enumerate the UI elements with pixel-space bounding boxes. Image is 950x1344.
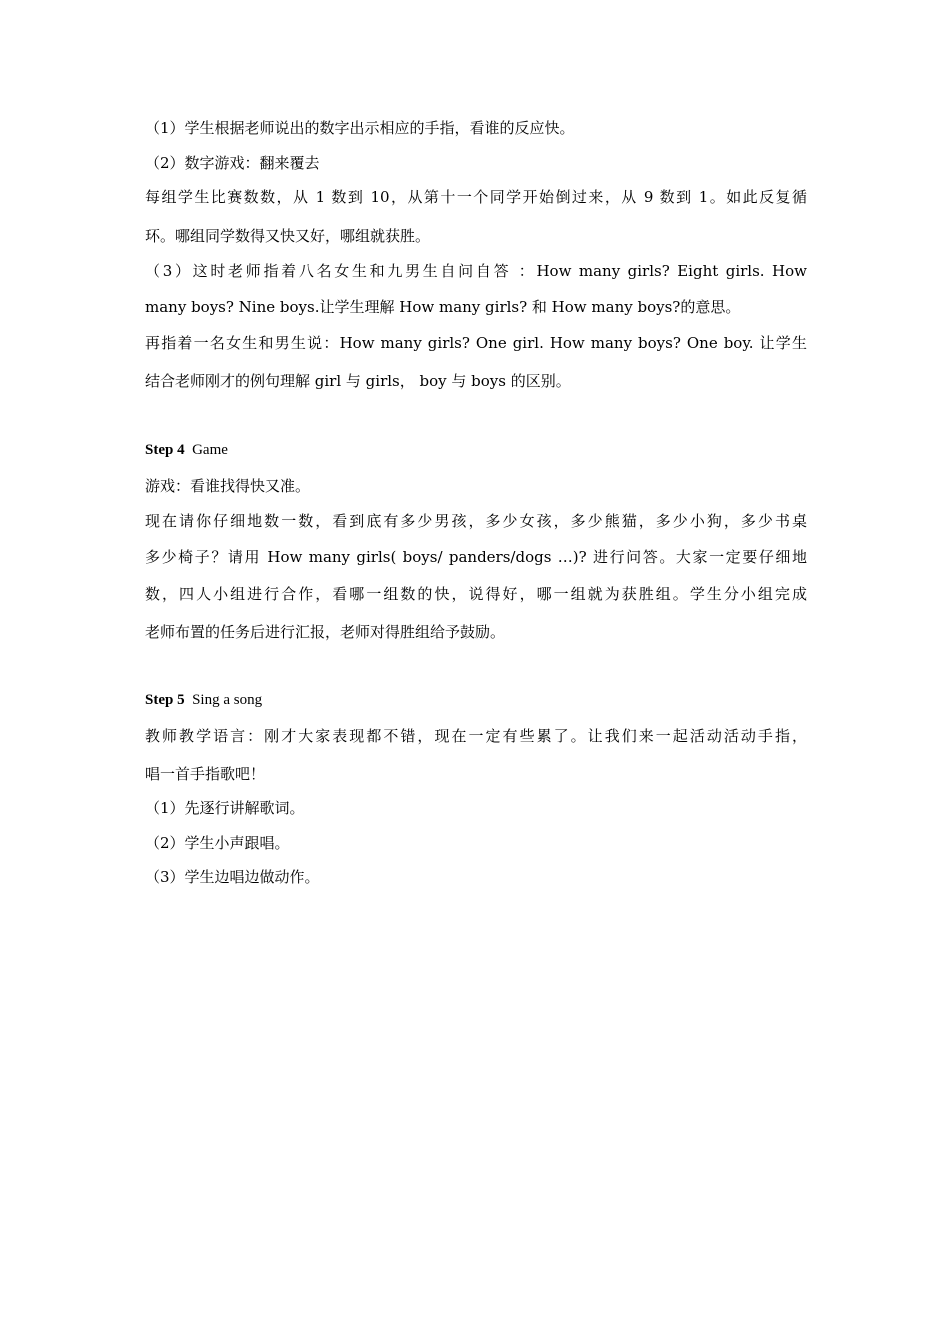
- step4-line5: 老师布置的任务后进行汇报，老师对得胜组给予鼓励。: [145, 623, 506, 641]
- step4-line2: 现在请你仔细地数一数，看到底有多少男孩，多少女孩，多少熊猫，多少小狗，多少书桌: [145, 512, 807, 530]
- step4-label: Step 4: [145, 442, 185, 458]
- step5-title: Sing a song: [192, 692, 263, 708]
- step5-item1: （1）先逐行讲解歌词。: [145, 799, 305, 817]
- section3-item1: （1）学生根据老师说出的数字出示相应的手指，看谁的反应快。: [145, 119, 575, 137]
- step4-line3: 多少椅子？请用 How many girls( boys/ panders/dogs …)? 进行问答。大家一定要仔细地: [145, 548, 807, 566]
- section3-paragraph2-line1: 再指着一名女生和男生说：How many girls? One girl. How many boys? One boy. 让学生: [145, 334, 807, 352]
- section3-paragraph2-line2: 结合老师刚才的例句理解 girl 与 girls， boy 与 boys 的区别。: [145, 372, 571, 390]
- section3-paragraph1-line1: 每组学生比赛数数，从 1 数到 10，从第十一个同学开始倒过来，从 9 数到 1。如此反复循: [145, 188, 807, 206]
- step4-line4: 数，四人小组进行合作，看哪一组数的快，说得好，哪一组就为获胜组。学生分小组完成: [145, 585, 807, 603]
- step5-label: Step 5: [145, 692, 185, 708]
- step4-line1: 游戏：看谁找得快又准。: [145, 477, 311, 495]
- section3-item3-line2: many boys? Nine boys.让学生理解 How many girls? 和 How many boys?的意思。: [145, 298, 741, 316]
- step4-heading: [145, 440, 807, 460]
- section3-item3-line1: （3）这时老师指着八名女生和九男生自问自答 ：How many girls? Eight girls. How: [145, 262, 807, 280]
- step5-heading: [145, 690, 807, 710]
- step5-line1: 教师教学语言：刚才大家表现都不错，现在一定有些累了。让我们来一起活动活动手指，: [145, 727, 807, 745]
- section3-item2: （2）数字游戏：翻来覆去: [145, 154, 320, 172]
- step4-title: Game: [192, 442, 228, 458]
- step5-item2: （2）学生小声跟唱。: [145, 834, 290, 852]
- step5-item3: （3）学生边唱边做动作。: [145, 868, 320, 886]
- section3-paragraph1-line2: 环。哪组同学数得又快又好，哪组就获胜。: [145, 227, 431, 245]
- step5-line2: 唱一首手指歌吧！: [145, 765, 266, 783]
